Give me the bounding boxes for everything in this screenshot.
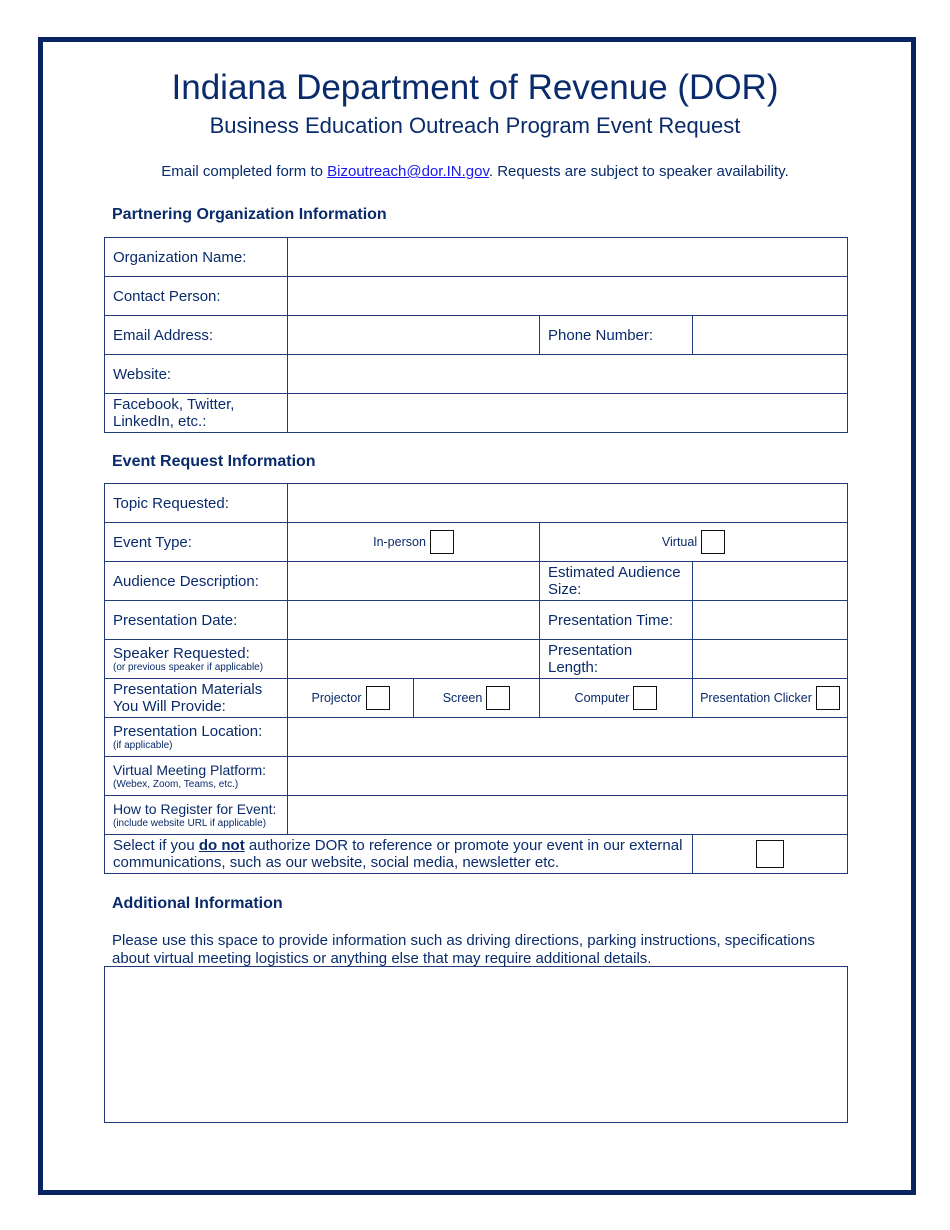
phone-label: Phone Number: xyxy=(540,316,693,355)
platform-note: (Webex, Zoom, Teams, etc.) xyxy=(113,778,239,790)
topic-field[interactable] xyxy=(288,484,848,523)
location-field[interactable] xyxy=(288,718,848,757)
additional-info-field[interactable] xyxy=(104,966,848,1123)
optout-text: Select if you do not authorize DOR to reference or promote your event in our external communications, such as our website, social media, newsletter etc. xyxy=(105,835,693,874)
email-label: Email Address: xyxy=(105,316,288,355)
intro-text: Email completed form to Bizoutreach@dor.IN.gov. Requests are subject to speaker availability. xyxy=(161,163,789,180)
email-link[interactable]: Bizoutreach@dor.IN.gov xyxy=(327,163,489,180)
social-label: Facebook, Twitter, LinkedIn, etc.: xyxy=(105,394,288,433)
platform-label-cell xyxy=(105,757,288,796)
virtual-label: Virtual xyxy=(661,534,698,549)
org-name-label: Organization Name: xyxy=(105,238,288,277)
screen-checkbox[interactable] xyxy=(486,686,510,710)
register-label-cell xyxy=(105,796,288,835)
location-label-cell xyxy=(105,718,288,757)
audience-size-label: Estimated Audience Size: xyxy=(540,562,693,601)
speaker-label: Speaker Requested: xyxy=(113,644,250,662)
pres-length-field[interactable] xyxy=(693,640,848,679)
page-title: Indiana Department of Revenue (DOR) xyxy=(171,68,779,107)
additional-instructions: Please use this space to provide information such as driving directions, parking instructions, specifications about virtual meeting logistics or anything else that may require additional details. xyxy=(112,932,815,967)
social-field[interactable] xyxy=(288,394,848,433)
contact-label: Contact Person: xyxy=(105,277,288,316)
additional-heading: Additional Information xyxy=(112,895,283,912)
email-field[interactable] xyxy=(288,316,540,355)
screen-label: Screen xyxy=(442,690,483,705)
pres-time-label: Presentation Time: xyxy=(540,601,693,640)
in-person-label: In-person xyxy=(373,534,426,549)
location-label: Presentation Location: xyxy=(113,722,263,740)
page-subtitle: Business Education Outreach Program Event Request xyxy=(209,113,741,138)
clicker-checkbox[interactable] xyxy=(816,686,840,710)
optout-checkbox[interactable] xyxy=(756,840,784,868)
website-label: Website: xyxy=(105,355,288,394)
topic-label: Topic Requested: xyxy=(105,484,288,523)
speaker-field[interactable] xyxy=(288,640,540,679)
virtual-checkbox[interactable] xyxy=(701,530,725,554)
register-field[interactable] xyxy=(288,796,848,835)
platform-label: Virtual Meeting Platform: xyxy=(113,761,267,778)
in-person-checkbox[interactable] xyxy=(430,530,454,554)
event-type-label: Event Type: xyxy=(105,523,288,562)
computer-label: Computer xyxy=(574,690,630,705)
pres-date-label: Presentation Date: xyxy=(105,601,288,640)
audience-desc-label: Audience Description: xyxy=(105,562,288,601)
register-label: How to Register for Event: xyxy=(113,800,277,817)
audience-size-field[interactable] xyxy=(693,562,848,601)
computer-checkbox[interactable] xyxy=(633,686,657,710)
projector-checkbox[interactable] xyxy=(366,686,390,710)
audience-desc-field[interactable] xyxy=(288,562,540,601)
contact-field[interactable] xyxy=(288,277,848,316)
phone-field[interactable] xyxy=(693,316,848,355)
projector-label: Projector xyxy=(311,690,362,705)
pres-length-label: Presentation Length: xyxy=(540,640,693,679)
register-note: (include website URL if applicable) xyxy=(113,817,267,829)
speaker-label-cell xyxy=(105,640,288,679)
materials-label: Presentation Materials You Will Provide: xyxy=(105,679,288,718)
event-table xyxy=(104,483,848,874)
pres-time-field[interactable] xyxy=(693,601,848,640)
org-name-field[interactable] xyxy=(288,238,848,277)
location-note: (if applicable) xyxy=(113,739,173,751)
partnering-heading: Partnering Organization Information xyxy=(112,206,387,223)
platform-field[interactable] xyxy=(288,757,848,796)
speaker-note: (or previous speaker if applicable) xyxy=(113,661,264,673)
partnering-table xyxy=(104,237,848,433)
website-field[interactable] xyxy=(288,355,848,394)
pres-date-field[interactable] xyxy=(288,601,540,640)
clicker-label: Presentation Clicker xyxy=(700,690,812,705)
event-heading: Event Request Information xyxy=(112,453,316,470)
